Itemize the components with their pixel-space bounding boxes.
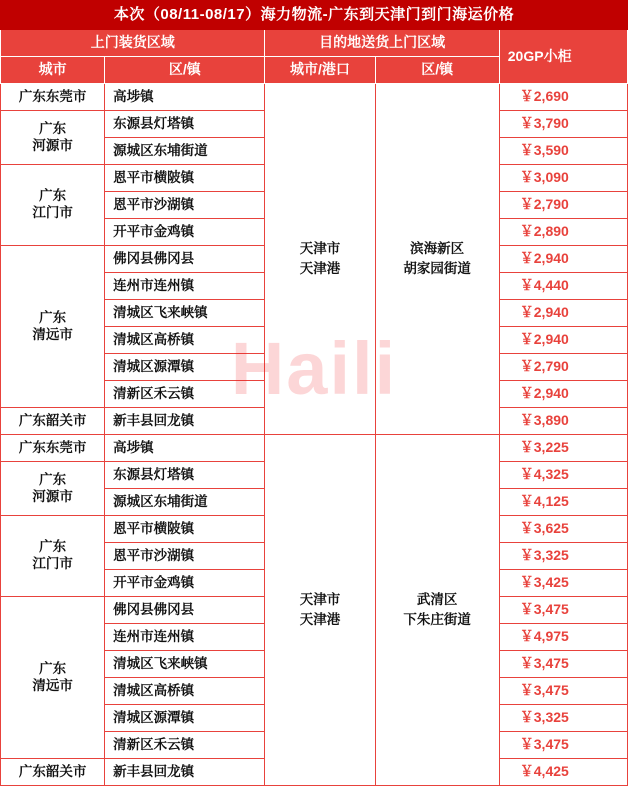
price-cell: ￥3,590: [499, 138, 627, 165]
origin-town-cell: 东源县灯塔镇: [105, 111, 265, 138]
origin-town-cell: 清城区源潭镇: [105, 705, 265, 732]
price-cell: ￥3,890: [499, 408, 627, 435]
origin-town-cell: 开平市金鸡镇: [105, 219, 265, 246]
origin-town-cell: 连州市连州镇: [105, 624, 265, 651]
table-title-row: [1, 1, 628, 30]
price-cell: ￥3,625: [499, 516, 627, 543]
page-title: 本次（08/11-08/17）海力物流-广东到天津门到门海运价格: [1, 1, 628, 30]
price-cell: ￥4,425: [499, 759, 627, 786]
origin-city-cell: 广东东莞市: [1, 435, 105, 462]
origin-town-cell: 清新区禾云镇: [105, 381, 265, 408]
price-cell: ￥2,790: [499, 192, 627, 219]
origin-town-cell: 恩平市横陂镇: [105, 165, 265, 192]
group-price-header: 20GP小柜: [499, 30, 627, 84]
group-header-row: [1, 30, 628, 57]
table-body: [1, 84, 628, 786]
origin-city-cell: 广东 河源市: [1, 462, 105, 516]
dest-town-cell: 武清区 下朱庄街道: [375, 435, 499, 786]
origin-town-cell: 高埗镇: [105, 435, 265, 462]
origin-city-cell: 广东 清远市: [1, 597, 105, 759]
price-cell: ￥2,940: [499, 381, 627, 408]
dest-city-cell: 天津市 天津港: [265, 435, 375, 786]
price-cell: ￥3,325: [499, 543, 627, 570]
origin-town-cell: 源城区东埔街道: [105, 489, 265, 516]
price-cell: ￥2,790: [499, 354, 627, 381]
origin-city-cell: 广东韶关市: [1, 759, 105, 786]
group-origin-header: 上门装货区域: [1, 30, 265, 57]
header-dest-town: 区/镇: [375, 57, 499, 84]
price-cell: ￥3,475: [499, 597, 627, 624]
origin-town-cell: 清城区高桥镇: [105, 678, 265, 705]
price-cell: ￥2,940: [499, 246, 627, 273]
origin-town-cell: 清城区源潭镇: [105, 354, 265, 381]
price-cell: ￥3,090: [499, 165, 627, 192]
origin-town-cell: 连州市连州镇: [105, 273, 265, 300]
price-cell: ￥3,475: [499, 651, 627, 678]
dest-town-cell: 滨海新区 胡家园街道: [375, 84, 499, 435]
price-cell: ￥4,325: [499, 462, 627, 489]
origin-city-cell: 广东 江门市: [1, 165, 105, 246]
table-row: [1, 435, 628, 462]
header-dest-city: 城市/港口: [265, 57, 375, 84]
price-cell: ￥2,940: [499, 327, 627, 354]
price-cell: ￥2,940: [499, 300, 627, 327]
origin-town-cell: 源城区东埔街道: [105, 138, 265, 165]
origin-town-cell: 东源县灯塔镇: [105, 462, 265, 489]
origin-town-cell: 高埗镇: [105, 84, 265, 111]
header-origin-city: 城市: [1, 57, 105, 84]
origin-town-cell: 清新区禾云镇: [105, 732, 265, 759]
header-origin-town: 区/镇: [105, 57, 265, 84]
price-cell: ￥3,475: [499, 732, 627, 759]
price-cell: ￥2,690: [499, 84, 627, 111]
origin-town-cell: 新丰县回龙镇: [105, 759, 265, 786]
price-cell: ￥3,790: [499, 111, 627, 138]
origin-town-cell: 佛冈县佛冈县: [105, 246, 265, 273]
price-cell: ￥2,890: [499, 219, 627, 246]
dest-city-cell: 天津市 天津港: [265, 84, 375, 435]
price-cell: ￥3,425: [499, 570, 627, 597]
origin-city-cell: 广东 江门市: [1, 516, 105, 597]
price-cell: ￥4,440: [499, 273, 627, 300]
price-cell: ￥4,125: [499, 489, 627, 516]
origin-city-cell: 广东 清远市: [1, 246, 105, 408]
origin-town-cell: 新丰县回龙镇: [105, 408, 265, 435]
origin-city-cell: 广东东莞市: [1, 84, 105, 111]
origin-city-cell: 广东 河源市: [1, 111, 105, 165]
price-cell: ￥4,975: [499, 624, 627, 651]
origin-town-cell: 恩平市沙湖镇: [105, 192, 265, 219]
price-cell: ￥3,225: [499, 435, 627, 462]
price-cell: ￥3,475: [499, 678, 627, 705]
origin-town-cell: 佛冈县佛冈县: [105, 597, 265, 624]
origin-city-cell: 广东韶关市: [1, 408, 105, 435]
origin-town-cell: 恩平市沙湖镇: [105, 543, 265, 570]
origin-town-cell: 恩平市横陂镇: [105, 516, 265, 543]
origin-town-cell: 开平市金鸡镇: [105, 570, 265, 597]
origin-town-cell: 清城区飞来峡镇: [105, 651, 265, 678]
origin-town-cell: 清城区飞来峡镇: [105, 300, 265, 327]
table-row: [1, 84, 628, 111]
group-destination-header: 目的地送货上门区域: [265, 30, 499, 57]
origin-town-cell: 清城区高桥镇: [105, 327, 265, 354]
price-cell: ￥3,325: [499, 705, 627, 732]
